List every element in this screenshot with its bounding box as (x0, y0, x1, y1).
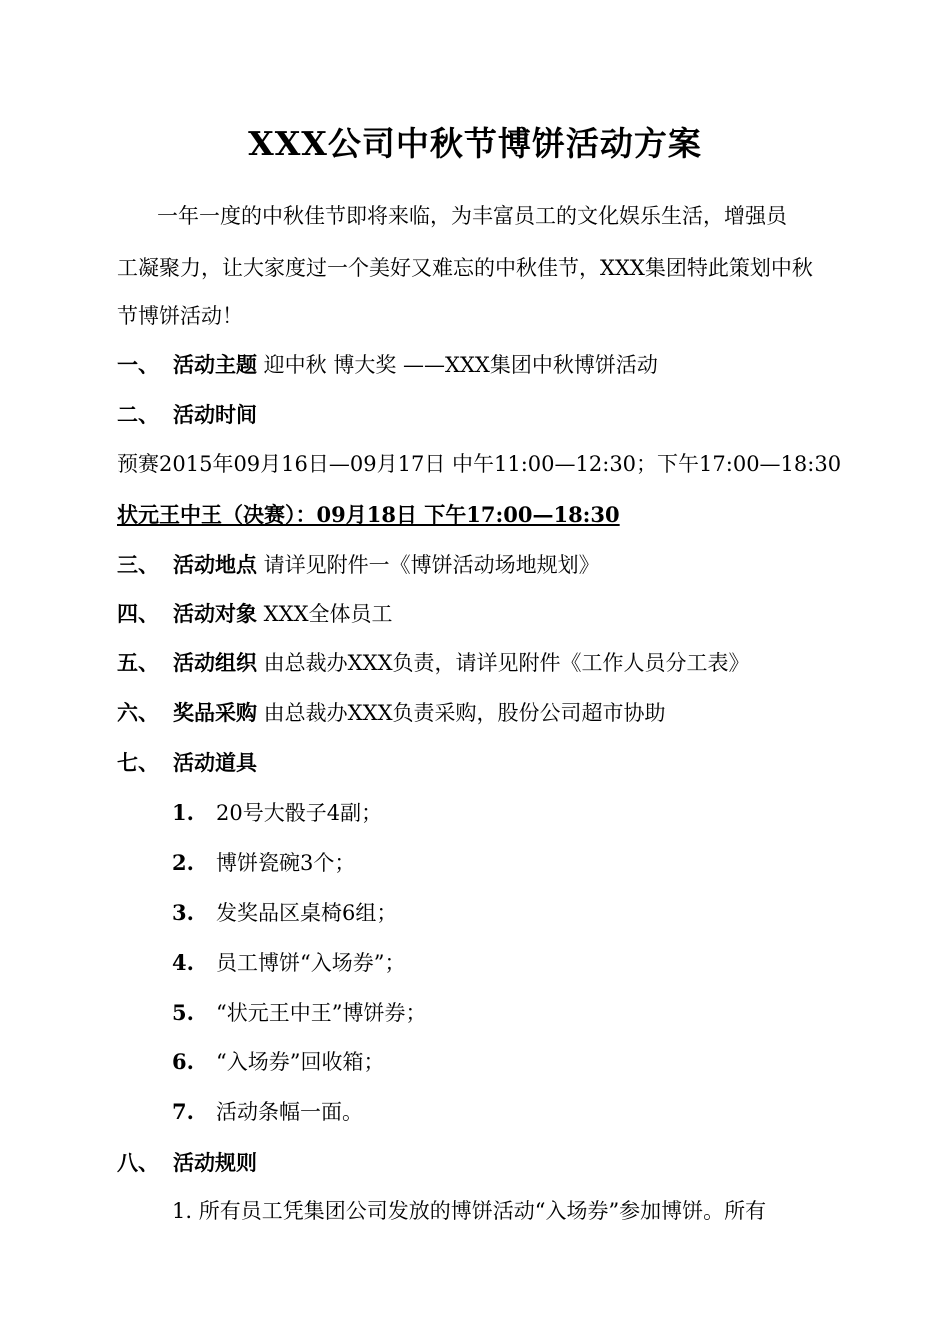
prop-text: 活动条幅一面。 (216, 1100, 363, 1124)
page-title: XXX公司中秋节博饼活动方案 (248, 124, 702, 163)
prop-item (172, 952, 405, 974)
section-number: 五、 (117, 650, 159, 675)
section-props (117, 752, 257, 774)
prop-item (172, 802, 382, 824)
section-label: 奖品采购 (173, 700, 257, 725)
section-text: 请详见附件一《博饼活动场地规划》 (257, 553, 600, 577)
intro-line-3: 节博饼活动！ (117, 304, 243, 328)
section-label: 活动时间 (173, 402, 257, 427)
prop-item (172, 1101, 363, 1123)
section-number: 七、 (117, 750, 159, 775)
section-label: 活动地点 (173, 552, 257, 577)
intro-line-2: 工凝聚力，让大家度过一个美好又难忘的中秋佳节，XXX集团特此策划中秋 (117, 256, 813, 280)
prop-number: 3. (172, 900, 194, 925)
prop-text: 发奖品区桌椅6组； (216, 901, 398, 925)
section-venue (117, 554, 600, 576)
section-number: 二、 (117, 402, 159, 427)
rule-line-1: 1. 所有员工凭集团公司发放的博饼活动“入场券”参加博饼。所有 (172, 1199, 767, 1223)
section-theme (117, 354, 658, 376)
section-number: 一、 (117, 352, 159, 377)
intro-line-1: 一年一度的中秋佳节即将来临，为丰富员工的文化娱乐生活，增强员 (157, 204, 787, 228)
section-label: 活动规则 (173, 1150, 257, 1175)
prop-number: 4. (172, 950, 194, 975)
section-text: 迎中秋 博大奖 ——XXX集团中秋博饼活动 (257, 353, 658, 377)
section-prizes (117, 702, 666, 724)
prop-text: “入场券”回收箱； (216, 1050, 385, 1074)
section-organization (117, 652, 750, 674)
section-audience (117, 603, 393, 625)
prop-number: 6. (172, 1049, 194, 1074)
time-final: 状元王中王（决赛）：09月18日 下午17:00—18:30 (117, 502, 620, 527)
prop-item (172, 1051, 384, 1073)
prop-number: 7. (172, 1099, 194, 1124)
section-time (117, 404, 257, 426)
prop-text: “状元王中王”博饼券； (216, 1001, 427, 1025)
section-number: 三、 (117, 552, 159, 577)
section-number: 八、 (117, 1150, 159, 1175)
section-text: 由总裁办XXX负责，请详见附件《工作人员分工表》 (257, 651, 750, 675)
section-label: 活动道具 (173, 750, 257, 775)
section-text: 由总裁办XXX负责采购，股份公司超市协助 (257, 701, 666, 725)
time-prelim: 预赛2015年09月16日—09月17日 中午11:00—12:30；下午17:00—18:30 (117, 452, 842, 476)
section-label: 活动对象 (173, 601, 257, 626)
prop-text: 员工博饼“入场券”； (216, 951, 406, 975)
section-number: 四、 (117, 601, 159, 626)
prop-item (172, 1002, 426, 1024)
prop-item (172, 902, 397, 924)
section-label: 活动主题 (173, 352, 257, 377)
prop-text: 20号大骰子4副； (216, 801, 383, 825)
prop-text: 博饼瓷碗3个； (216, 851, 356, 875)
section-label: 活动组织 (173, 650, 257, 675)
prop-number: 2. (172, 850, 194, 875)
section-text: XXX全体员工 (257, 602, 393, 626)
prop-number: 5. (172, 1000, 194, 1025)
section-number: 六、 (117, 700, 159, 725)
section-rules (117, 1152, 257, 1174)
prop-item (172, 852, 355, 874)
prop-number: 1. (172, 800, 194, 825)
